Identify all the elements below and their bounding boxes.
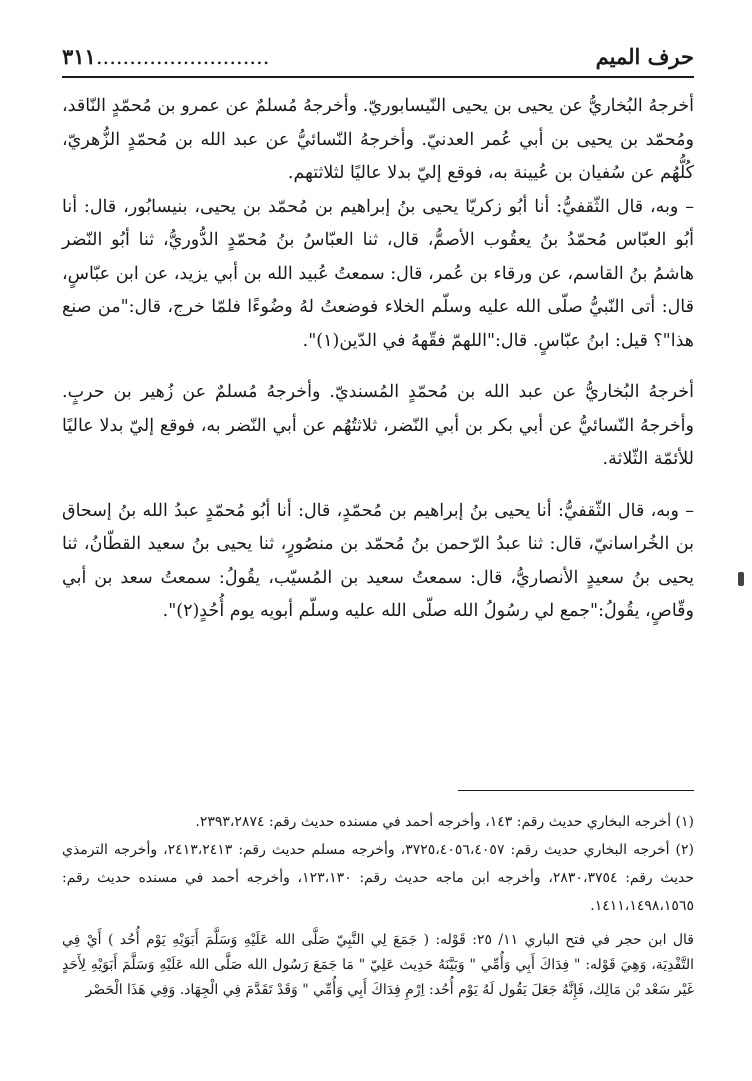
- paragraph: – وبه، قال الثّقفيُّ: أنا يحيى بنُ إبراهيم بن مُحمّدٍ، قال: أنا أبُو مُحمّدٍ عبدُ الله بنُ إسحاق بن الخُراسانيّ، قال: ثنا عبدُ الرّحمن بنُ مُحمّد بن منصُورٍ، ثنا يحيى بنُ سعيد القطّانُ، ثنا يحيى بنُ سعيدٍ الأنصاريُّ، قال: سمعتُ سعيد بن المُسيّب، يقُولُ: سمعتُ سعد بن أبي وقّاصٍ، يقُولُ:"جمع لي رسُولُ الله صلّى الله عليه وسلّم أبويه يوم أُحُدٍ(٢)".: [62, 500, 694, 621]
- paragraph: – وبه، قال الثّقفيُّ: أنا أبُو زكريّا يحيى بنُ إبراهيم بن مُحمّد بن يحيى، بنيسابُور، قال: أنا أبُو العبّاس مُحمّدُ بنُ يعقُوب الأصمُّ، قال، ثنا العبّاسُ بنُ مُحمّدٍ الدُّوريُّ، ثنا أبُو النّضر هاشمُ بنُ القاسم، عن ورقاء بن عُمر، قال: سمعتُ عُبيد الله بن أبي يزيد، عن ابن عبّاسٍ، قال: أتى النّبيُّ صلّى الله عليه وسلّم الخلاء فوضعتُ لهُ وضُوءًا فلمّا خرج، قال:"من صنع هذا"؟ قيل: ابنُ عبّاسٍ. قال:"اللهمّ فقّههُ في الدّين(١)".: [62, 196, 694, 351]
- footnote: (١) أخرجه البخاري حديث رقم: ١٤٣، وأخرجه أحمد في مسنده حديث رقم: ٢٣٩٣،٢٨٧٤.: [195, 814, 694, 830]
- leader-dots: ..........................: [95, 44, 270, 69]
- footnote: (٢) أخرجه البخاري حديث رقم: ٣٧٢٥،٤٠٥٦،٤٠٥٧، وأخرجه مسلم حديث رقم: ٢٤١٣،٢٤١٣، وأخرجه الترمذي حديث رقم: ٢٨٣٠،٣٧٥٤، وأخرجه ابن ماجه حديث رقم: ١٢٣،١٣٠، وأخرجه أحمد في مسنده حديث رقم: ١٤١١،١٤٩٨،١٥٦٥.: [62, 842, 694, 914]
- footnote-quote: قال ابن حجر في فتح الباري ١١/ ٢٥: قَوْله: ( جَمَعَ لِي النَّبِيّ صَلَّى الله عَلَيْهِ وَسَلَّمَ أَبَوَيْهِ يَوْم أُحُد ) أَيْ فِي التَّفْدِيَة، وَهِيَ قَوْله: " فِدَاكَ أَبِي وَأُمِّي " وَبَيَّنَهُ حَدِيث عَلِيّ " مَا جَمَعَ رَسُول الله صَلَّى الله عَلَيْهِ وَسَلَّمَ أَبَوَيْهِ لِأَحَدٍ غَيْر سَعْد بْن مَالِك، فَإِنَّهُ جَعَلَ يَقُول لَهُ يَوْم أُحُد: اِرْمِ فِدَاكَ أَبِي وَأُمِّي " وَقَدْ تَقَدَّمَ فِي الْجِهَاد. وَفِي هَذَا الْحَصْر: [62, 932, 694, 998]
- main-text: [62, 90, 694, 629]
- page-number: ٣١١: [62, 43, 96, 69]
- paragraph: أخرجهُ البُخاريُّ عن يحيى بن يحيى النّيسابوريّ. وأخرجهُ مُسلمٌ عن عمرو بن مُحمّدٍ النّاقد، ومُحمّد بن يحيى بن أبي عُمر العدنيّ. وأخرجهُ النّسائيُّ عن عبد الله بن مُحمّدٍ الزُّهريّ، كُلُّهُم عن سُفيان بن عُيينة به، فوقع إليّ بدلا عاليًا لثلاثتهم.: [62, 96, 694, 183]
- chapter-title: حرف الميم: [595, 43, 694, 69]
- page-edge-mark: [738, 572, 744, 586]
- paragraph: أخرجهُ البُخاريُّ عن عبد الله بن مُحمّدٍ المُسنديّ. وأخرجهُ مُسلمٌ عن زُهير بن حربٍ. وأخرجهُ النّسائيُّ عن أبي بكر بن أبي النّضر، ثلاثتُهُم عن أبي النّضر به، فوقع إليّ بدلا عاليًا للأئمّة الثّلاثة.: [62, 382, 694, 469]
- page-number-line: [62, 44, 275, 69]
- footnotes: [62, 808, 694, 1003]
- footnote-separator: [458, 790, 694, 791]
- page-header: [62, 36, 694, 78]
